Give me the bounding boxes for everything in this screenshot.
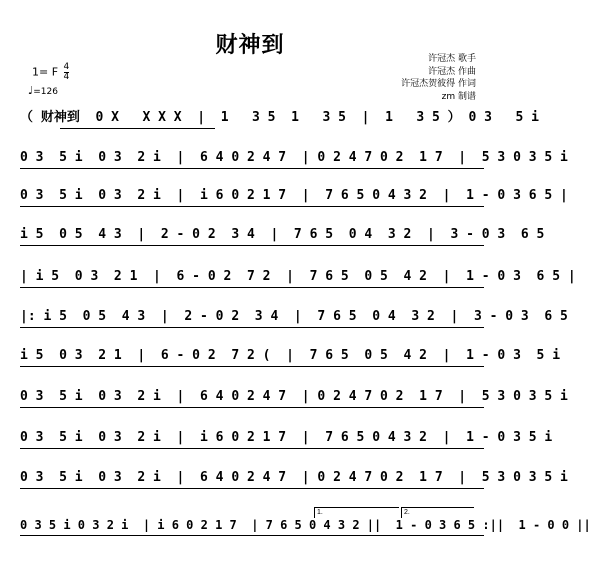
score-line-2: 0 3 5 i 0 3 2 i | 6 4 0 2 4 7 | 0 2 4 7 0 2 1 7 | 5 3 0 3 5 i (20, 150, 568, 165)
volta-2: 2. (401, 507, 474, 518)
time-numerator: 4 (63, 62, 70, 72)
beam (20, 287, 484, 288)
score-line-6: |: i 5 0 5 4 3 | 2 - 0 2 3 4 | 7 6 5 0 4 3 2 | 3 - 0 3 6 5 (20, 309, 568, 324)
key-label: 1= F (32, 65, 59, 79)
credit-lyricist: 许冠杰贺彼得 作词 (401, 79, 476, 89)
beam (20, 245, 484, 246)
beam (20, 407, 484, 408)
quarter-note-icon: ♩ (28, 84, 34, 97)
score-line-8: 0 3 5 i 0 3 2 i | 6 4 0 2 4 7 | 0 2 4 7 0 2 1 7 | 5 3 0 3 5 i (20, 389, 568, 404)
score-line-10: 0 3 5 i 0 3 2 i | 6 4 0 2 4 7 | 0 2 4 7 0 2 1 7 | 5 3 0 3 5 i (20, 470, 568, 485)
volta-1: 1. (314, 507, 399, 518)
score-line-3: 0 3 5 i 0 3 2 i | i 6 0 2 1 7 | 7 6 5 0 4 3 2 | 1 - 0 3 6 5 | (20, 188, 568, 203)
beam (20, 327, 484, 328)
key-signature (32, 63, 69, 82)
credit-transcriber: zm 制谱 (441, 91, 476, 102)
time-signature (64, 63, 70, 82)
credit-composer: 许冠杰 作曲 (428, 66, 476, 77)
score-line-4: i 5 0 5 4 3 | 2 - 0 2 3 4 | 7 6 5 0 4 3 2 | 3 - 0 3 6 5 (20, 227, 545, 242)
score-line-11: 0 3 5 i 0 3 2 i | i 6 0 2 1 7 | 7 6 5 0 4 3 2 || 1 - 0 3 6 5 :|| 1 - 0 0 || (20, 518, 591, 532)
credits (401, 53, 476, 103)
score-line-5: | i 5 0 3 2 1 | 6 - 0 2 7 2 | 7 6 5 0 5 4 2 | 1 - 0 3 6 5 | (20, 269, 576, 284)
credit-singer: 许冠杰 歌手 (428, 54, 476, 64)
tempo-mark (28, 84, 58, 97)
beam (20, 206, 484, 207)
tempo-value: =126 (33, 87, 58, 97)
beam (20, 168, 484, 169)
beam (20, 535, 484, 536)
beam (60, 128, 215, 129)
score-line-7: i 5 0 3 2 1 | 6 - 0 2 7 2 ( | 7 6 5 0 5 4 2 | 1 - 0 3 5 i (20, 348, 561, 363)
time-denominator: 4 (63, 72, 70, 82)
score-line-9: 0 3 5 i 0 3 2 i | i 6 0 2 1 7 | 7 6 5 0 4 3 2 | 1 - 0 3 5 i (20, 430, 553, 445)
beam (20, 366, 484, 367)
score-title: 财神到 (215, 33, 285, 58)
beam (20, 488, 484, 489)
beam (20, 448, 484, 449)
score-line-1: （ 财神到 0 X X X X | 1 3 5 1 3 5 | 1 3 5 ） 0 3 5 i (20, 110, 539, 125)
